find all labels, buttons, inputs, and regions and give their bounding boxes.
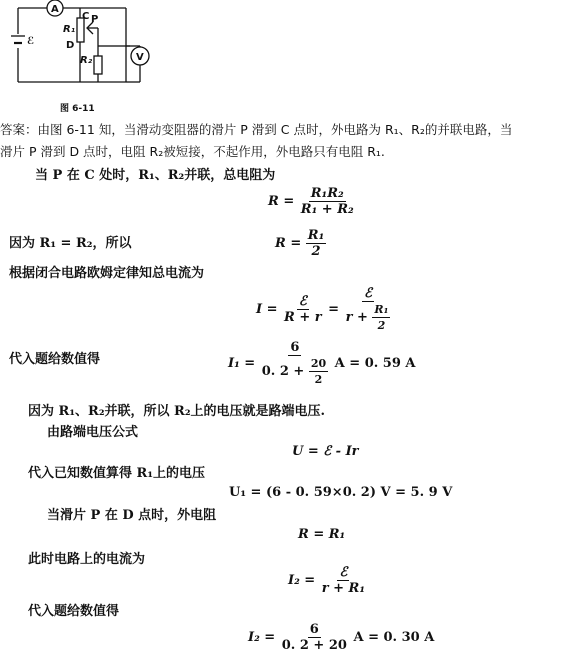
point-c-label: C — [82, 11, 90, 22]
solution-step-7: 代入已知数值算得 R₁上的电压 — [28, 466, 206, 481]
emf-label: ℰ — [27, 36, 35, 47]
ammeter-label: A — [51, 4, 59, 15]
voltmeter-label: V — [136, 52, 144, 63]
point-d-label: D — [66, 40, 75, 51]
r1-label: R₁ — [63, 24, 76, 35]
formula-i1-value: I₁ = 6 0. 2 + $\frac{20}{2}$ A = 0. 59 A — [228, 340, 416, 386]
formula-i2: I₂ = $\frac{\text{ℰ}}{\text{r + R₁}}$ — [288, 565, 366, 596]
formula-half-resistance: R = $\frac{\text{R₁}}{2}$ — [275, 228, 325, 259]
formula-terminal-voltage: U = ℰ - Ir — [292, 444, 359, 459]
solution-step-2: 因为 R₁ = R₂，所以 — [9, 236, 132, 251]
r2-label: R₂ — [80, 55, 93, 66]
circuit-diagram — [0, 0, 170, 100]
formula-i2-value: I₂ = $\frac{6}{0. 2 + 20}$ A = 0. 30 A — [248, 622, 435, 653]
solution-step-4: 代入题给数值得 — [9, 352, 101, 367]
formula-parallel-resistance: R = $\frac{\text{R₁R₂}}{\text{R₁ + R₂}}$ — [268, 186, 354, 217]
solution-step-5: 因为 R₁、R₂并联，所以 R₂上的电压就是路端电压. — [28, 404, 326, 419]
answer-line-1: 答案：由图 6-11 知，当滑动变阻器的滑片 P 滑到 C 点时，外电路为 R₁、R₂的并联电路，当 — [0, 122, 513, 137]
formula-u1-value: U₁ = (6 - 0. 59×0. 2) V = 5. 9 V — [229, 485, 453, 500]
point-p-label: P — [91, 14, 99, 25]
formula-total-current: I = $\frac{\text{ℰ}}{R + r}$ = ℰ r + $\frac{\text{R₁}}{2}$ — [256, 286, 389, 332]
figure-caption: 图 6-11 — [60, 104, 95, 114]
solution-step-1: 当 P 在 C 处时，R₁、R₂并联，总电阻为 — [35, 168, 276, 183]
answer-line-2: 滑片 P 滑到 D 点时，电阻 R₂被短接，不起作用，外电路只有电阻 R₁. — [0, 144, 385, 159]
solution-step-8: 当滑片 P 在 D 点时，外电阻 — [47, 508, 217, 523]
solution-step-6: 由路端电压公式 — [47, 425, 139, 440]
solution-step-3: 根据闭合电路欧姆定律知总电流为 — [9, 266, 205, 281]
solution-step-9: 此时电路上的电流为 — [28, 552, 146, 567]
formula-external-resistance: R = R₁ — [298, 527, 346, 542]
solution-step-10: 代入题给数值得 — [28, 604, 120, 619]
